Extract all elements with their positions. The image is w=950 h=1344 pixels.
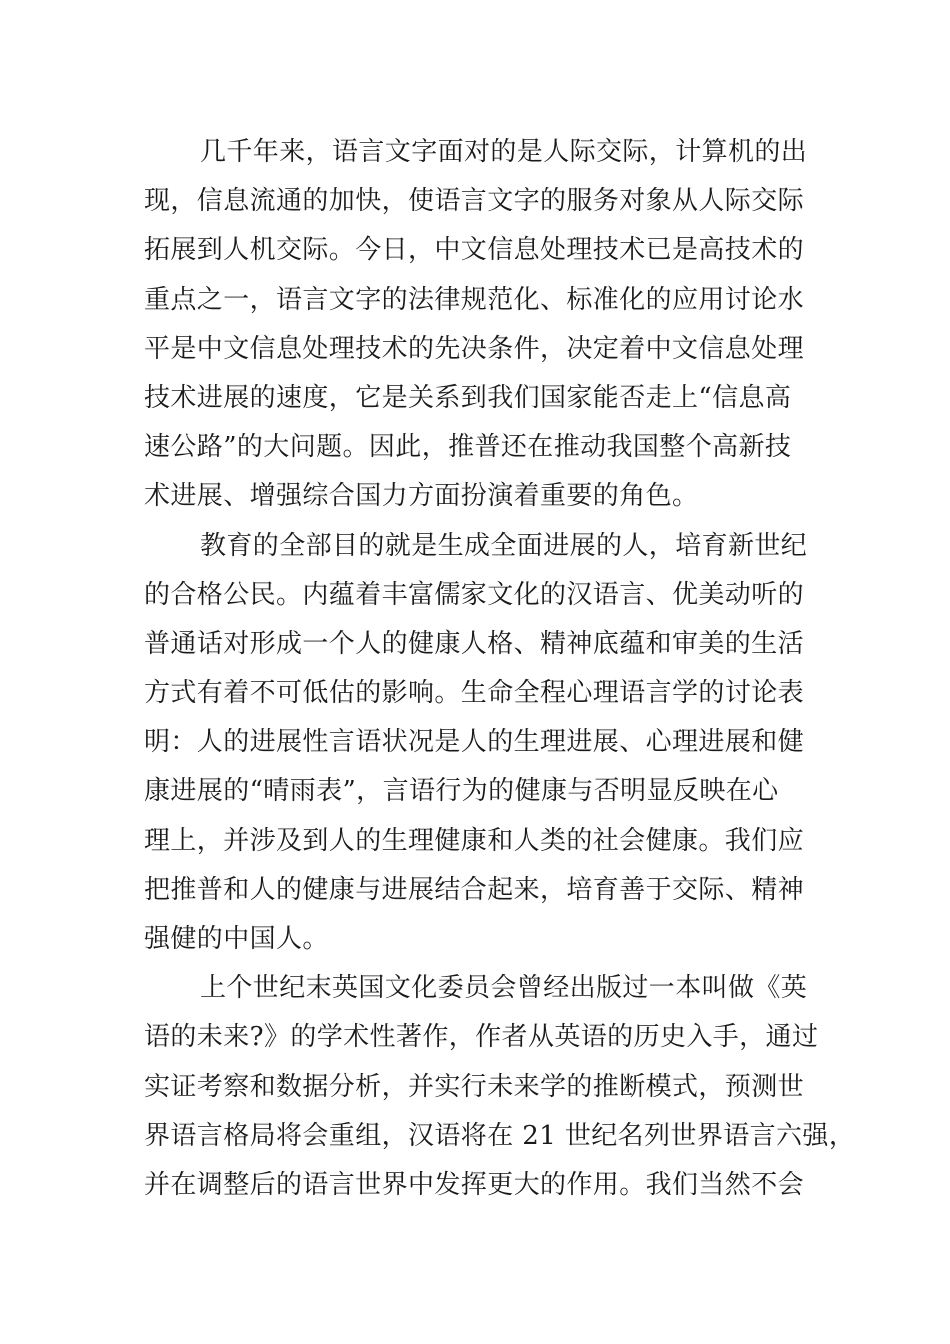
paragraph-line: 几千年来，语言文字面对的是人际交际，计算机的出	[200, 137, 808, 167]
paragraph-line: 理上，并涉及到人的生理健康和人类的社会健康。我们应	[144, 825, 805, 856]
paragraph-line: 术进展、增强综合国力方面扮演着重要的角色。	[144, 481, 699, 512]
document-body	[144, 128, 856, 1210]
paragraph-line: 强健的中国人。	[144, 924, 329, 954]
paragraph-line: 界语言格局将会重组，汉语将在 21 世纪名列世界语言六强，	[144, 1120, 856, 1151]
paragraph-line: 实证考察和数据分析，并实行未来学的推断模式，预测世	[144, 1071, 805, 1102]
paragraph-line: 重点之一，语言文字的法律规范化、标准化的应用讨论水	[144, 284, 805, 315]
paragraph-line: 教育的全部目的就是生成全面进展的人，培育新世纪	[200, 530, 808, 561]
paragraph-2	[144, 522, 809, 965]
paragraph-line: 把推普和人的健康与进展结合起来，培育善于交际、精神	[144, 874, 805, 905]
paragraph-line: 并在调整后的语言世界中发挥更大的作用。我们当然不会	[144, 1169, 805, 1200]
paragraph-line: 明：人的进展性言语状况是人的生理进展、心理进展和健	[144, 727, 805, 758]
paragraph-line: 上个世纪末英国文化委员会曾经出版过一本叫做《英	[200, 973, 808, 1004]
paragraph-line: 康进展的“晴雨表”，言语行为的健康与否明显反映在心	[144, 776, 779, 807]
paragraph-line: 平是中文信息处理技术的先决条件，决定着中文信息处理	[144, 333, 805, 364]
paragraph-line: 语的未来?》的学术性著作，作者从英语的历史入手，通过	[144, 1022, 819, 1053]
paragraph-line: 技术进展的速度，它是关系到我们国家能否走上“信息高	[144, 382, 792, 413]
paragraph-line: 现，信息流通的加快，使语言文字的服务对象从人际交际	[144, 186, 805, 217]
paragraph-line: 方式有着不可低估的影响。生命全程心理语言学的讨论表	[144, 678, 805, 709]
paragraph-3	[144, 964, 856, 1210]
paragraph-1	[144, 128, 809, 522]
paragraph-line: 普通话对形成一个人的健康人格、精神底蕴和审美的生活	[144, 628, 805, 659]
paragraph-line: 速公路”的大问题。因此，推普还在推动我国整个高新技	[144, 432, 792, 463]
paragraph-line: 拓展到人机交际。今日，中文信息处理技术已是高技术的	[144, 235, 805, 266]
paragraph-line: 的合格公民。内蕴着丰富儒家文化的汉语言、优美动听的	[144, 579, 805, 610]
